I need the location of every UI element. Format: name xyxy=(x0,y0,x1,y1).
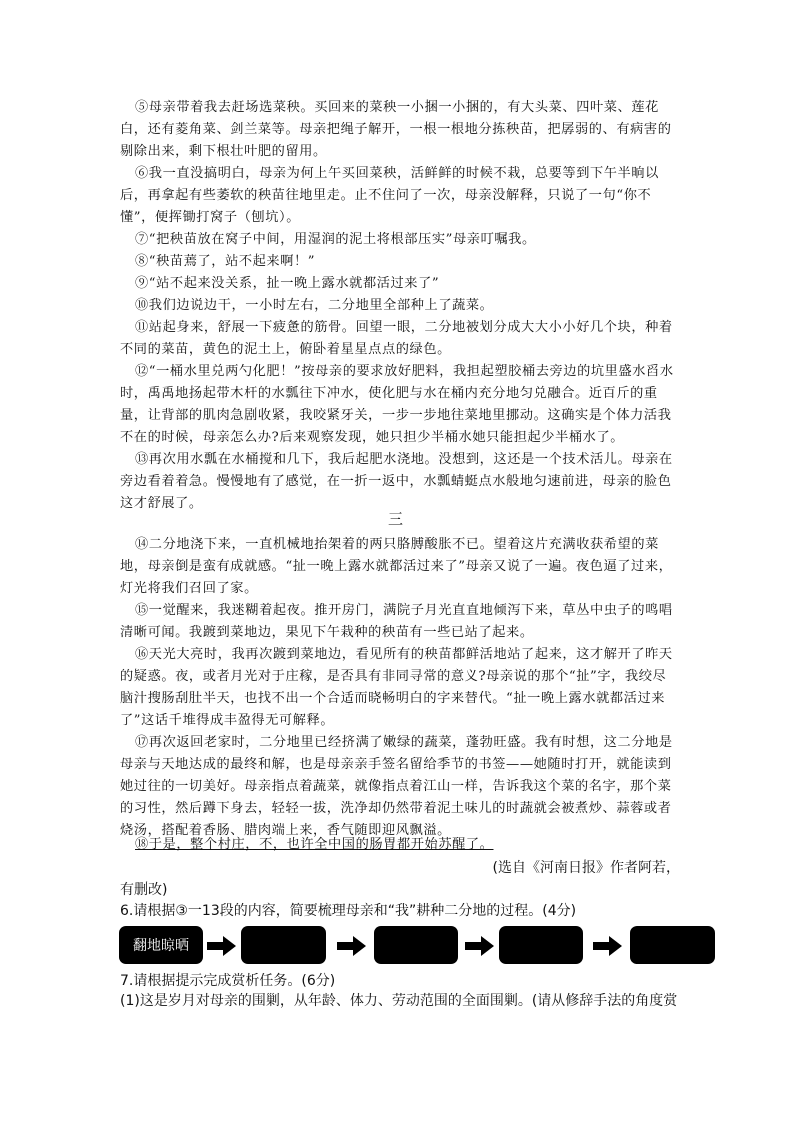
paragraph-14: ⑭二分地浇下来，一直机械地抬架着的两只胳膊酸胀不已。望着这片充满收获希望的菜地，母亲倒是蛮有成就感。“扯一晚上露水就都活过来了”母亲又说了一遍。夜色逼了过来，灯光将我们召回了家。 xyxy=(120,537,673,596)
question-6: 6.请根据③一13段的内容，简要梳理母亲和“我”耕种二分地的过程。(4分) xyxy=(120,903,577,919)
paragraph-7: ⑦“把秧苗放在窝子中间，用湿润的泥土将根部压实”母亲叮嘱我。 xyxy=(135,232,536,247)
flow-box-5-blank[interactable] xyxy=(630,926,715,964)
source-line-1: (选自《河南日报》作者阿若， xyxy=(492,860,680,876)
arrow-right-icon xyxy=(593,935,623,957)
source-citation xyxy=(120,857,680,901)
paragraph-6: ⑥我一直没搞明白，母亲为何上午买回菜秧，活鲜鲜的时候不栽，总要等到下午半晌以后，再拿起有些萎软的秧苗往地里走。止不住问了一次，母亲没解释，只说了一句“你不懂”，便挥锄打窝子（刨坑）。 xyxy=(120,166,659,225)
flow-box-4-blank[interactable] xyxy=(499,926,583,964)
paragraph-11: ⑪站起身来，舒展一下疲惫的筋骨。回望一眼，二分地被划分成大大小小好几个块，种着不同的菜苗，黄色的泥土上，俯卧着星星点点的绿色。 xyxy=(120,320,673,357)
underlined-sentence: ⑱于是，整个村庄，不，也许全中国的肠胃都开始苏醒了。 xyxy=(135,837,494,852)
arrow-right-icon xyxy=(337,935,367,957)
paragraph-9: ⑨“站不起来没关系，扯一晚上露水就都活过来了” xyxy=(135,276,440,291)
section-title: 三 xyxy=(388,510,404,528)
arrow-right-icon xyxy=(207,935,237,957)
paragraph-16: ⑯天光大亮时，我再次踱到菜地边，看见所有的秧苗都鲜活地站了起来，这才解开了昨天的疑惑。夜，或者月光对于庄稼，是否具有非同寻常的意义?母亲说的那个“扯”字，我绞尽脑汁搜肠刮肚半天，也找不出一个合适而晓畅明白的字来替代。“扯一晚上露水就都活过来了”这话千堆得成丰盈得无可解释。 xyxy=(120,647,673,728)
paragraph-8: ⑧“秧苗蔫了，站不起来啊！” xyxy=(135,254,316,269)
source-line-2: 有删改) xyxy=(120,882,168,898)
paragraph-13: ⑬再次用水瓢在水桶搅和几下，我后起肥水浇地。没想到，这还是一个技术活儿。母亲在旁边看着着急。慢慢地有了感觉，在一折一返中，水瓢蜻蜓点水般地匀速前进，母亲的脸色这才舒展了。 xyxy=(120,452,673,511)
paragraph-15: ⑮一觉醒来，我迷糊着起夜。推开房门，满院子月光直直地倾泻下来，草丛中虫子的鸣唱清晰可闻。我踱到菜地边，果见下午栽种的秧苗有一些已站了起来。 xyxy=(120,603,673,640)
paragraph-12: ⑫“一桶水里兑两勺化肥！”按母亲的要求放好肥料，我担起塑胶桶去旁边的坑里盛水舀水时，禹禹地扬起带木杆的水瓢往下冲水，使化肥与水在桶内充分地匀兑融合。近百斤的重量，让背部的肌肉急剧收紧，我咬紧牙关，一步一步地往菜地里挪动。这确实是个体力活我不在的时候，母亲怎么办?后来观察发现，她只担少半桶水她只能担起少半桶水了。 xyxy=(120,364,674,445)
process-flowchart xyxy=(119,926,719,966)
flow-box-2-blank[interactable] xyxy=(241,926,326,964)
paragraph-17: ⑰再次返回老家时，二分地里已经挤满了嫩绿的蔬菜，蓬勃旺盛。我有时想，这二分地是母亲与天地达成的最终和解，也是母亲亲手签名留给季节的书签——她随时打开，就能读到她过往的一切美好。母亲指点着蔬菜，就像指点着江山一样，告诉我这个菜的名字，那个菜的习性，然后蹲下身去，轻轻一拔，洗净却仍然带着泥土味儿的时蔬就会被煮炒、蒜蓉或者烧汤，搭配着香肠、腊肉端上来，香气随即迎风飘溢。 xyxy=(120,735,673,838)
paragraph-18 xyxy=(120,834,675,856)
question-7-1: (1)这是岁月对母亲的围剿，从年龄、体力、劳动范围的全面围剿。(请从修辞手法的角度赏 xyxy=(120,993,678,1009)
paragraph-5: ⑤母亲带着我去赶场选菜秧。买回来的菜秧一小捆一小捆的，有大头菜、四叶菜、莲花白，还有菱角菜、剑兰菜等。母亲把绳子解开，一根一根地分拣秧苗，把孱弱的、有病害的剔除出来，剩下根壮叶肥的留用。 xyxy=(120,100,672,159)
flow-box-1: 翻地晾晒 xyxy=(119,926,203,964)
arrow-right-icon xyxy=(465,935,495,957)
flow-box-3-blank[interactable] xyxy=(374,926,458,964)
paragraph-10: ⑩我们边说边干，一小时左右，二分地里全部种上了蔬菜。 xyxy=(135,298,494,313)
question-7: 7.请根据提示完成赏析任务。(6分) xyxy=(120,973,336,989)
